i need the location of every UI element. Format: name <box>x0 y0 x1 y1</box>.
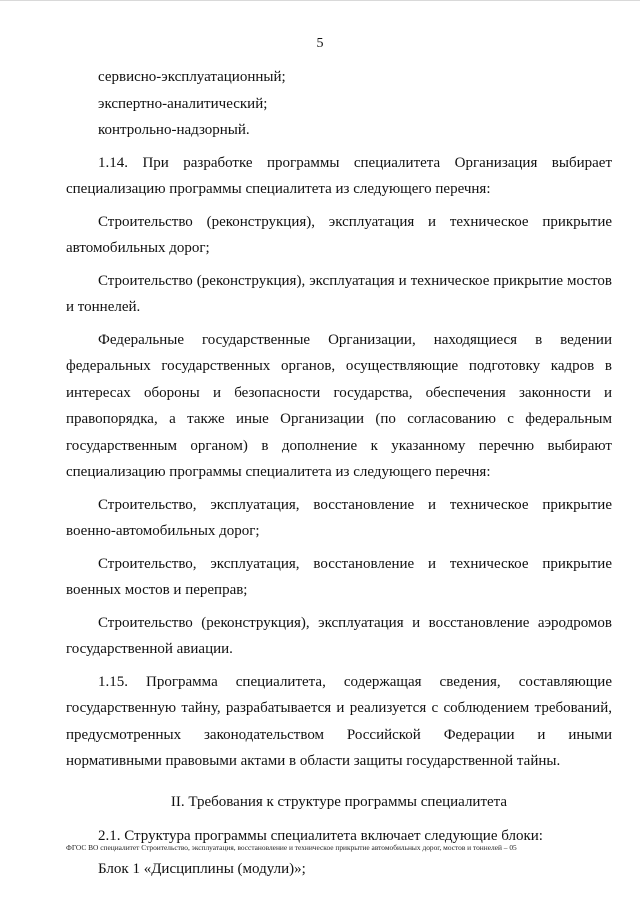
paragraph-1-14: 1.14. При разработке программы специалитета Организация выбирает специализацию программы специалитета из следующего перечня: <box>66 154 612 197</box>
list-item-service: сервисно-эксплуатационный; <box>98 69 286 85</box>
paragraph-2-1: 2.1. Структура программы специалитета включает следующие блоки: <box>98 828 543 844</box>
specialization-airfields: Строительство (реконструкция), эксплуатация и восстановление аэродромов государственной авиации. <box>66 614 612 657</box>
paragraph-1-15: 1.15. Программа специалитета, содержащая сведения, составляющие государственную тайну, разрабатывается и реализуется с соблюдением требований, предусмотренных законодательством Российской Федерации и иными нормативными правовыми актами в области защиты государственной тайны. <box>66 673 612 769</box>
page-number: 5 <box>316 36 324 51</box>
federal-organizations-paragraph: Федеральные государственные Организации, находящиеся в ведении федеральных государственных органов, осуществляющие подготовку кадров в интересах обороны и безопасности государства, обеспечения законности и правопорядка, а также иные Организации (по согласованию с федеральным государственным органом) в дополнение к указанному перечню выбирают специализацию программы специалитета из следующего перечня: <box>66 331 612 480</box>
scan-edge-line <box>0 0 640 1</box>
specialization-military-roads: Строительство, эксплуатация, восстановление и техническое прикрытие военно-автомобильных дорог; <box>66 496 612 539</box>
page-footer: ФГОС ВО специалитет Строительство, эксплуатация, восстановление и техническое прикрытие автомобильных дорог, мостов и тоннелей – 05 <box>66 843 517 852</box>
specialization-roads: Строительство (реконструкция), эксплуатация и техническое прикрытие автомобильных дорог; <box>66 213 612 256</box>
block-1-item: Блок 1 «Дисциплины (модули)»; <box>98 860 306 877</box>
specialization-bridges: Строительство (реконструкция), эксплуатация и техническое прикрытие мостов и тоннелей. <box>66 272 612 315</box>
list-item-expert: экспертно-аналитический; <box>98 95 268 112</box>
specialization-military-bridges: Строительство, эксплуатация, восстановление и техническое прикрытие военных мостов и переправ; <box>66 555 612 598</box>
list-item-control: контрольно-надзорный. <box>98 122 250 138</box>
section-heading: II. Требования к структуре программы специалитета <box>170 793 508 810</box>
document-body <box>66 64 612 888</box>
